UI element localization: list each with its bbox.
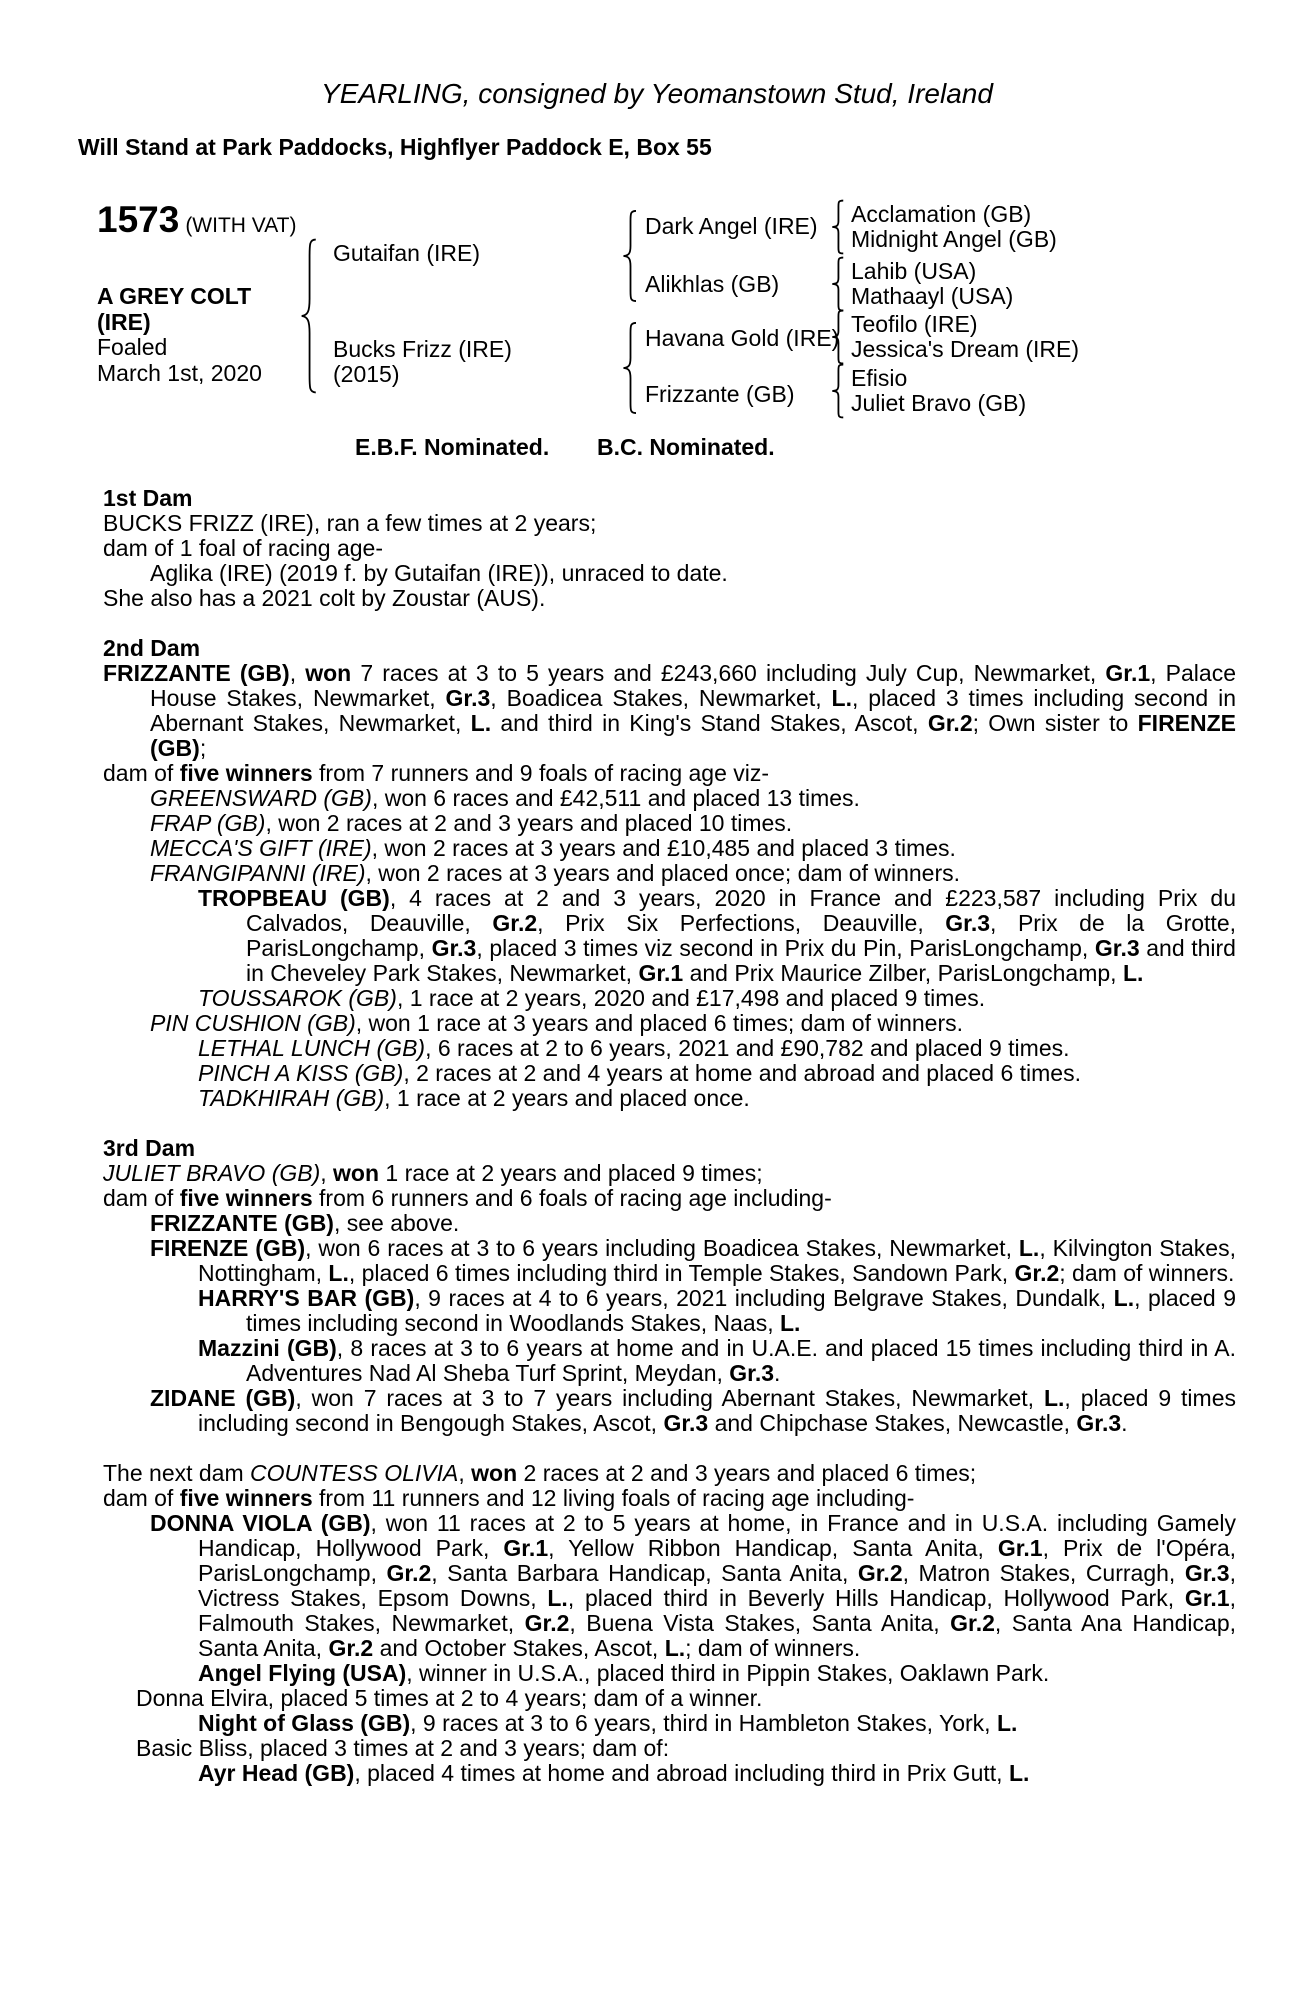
dam-name (333, 337, 512, 387)
pedigree-paragraph: FRANGIPANNI (IRE), won 2 races at 3 years and placed once; dam of winners. (150, 860, 961, 886)
lot-block (97, 200, 297, 240)
pedigree-text (103, 486, 1236, 1786)
pedigree-paragraph: Night of Glass (GB), 9 races at 3 to 6 years, third in Hambleton Stakes, York, L. (198, 1710, 1018, 1736)
great-grandparent-name: Mathaayl (USA) (851, 283, 1014, 309)
page-title: YEARLING, consigned by Yeomanstown Stud, Ireland (321, 78, 993, 109)
great-grandparent-name: Teofilo (IRE) (851, 311, 978, 337)
pedigree-paragraph: She also has a 2021 colt by Zoustar (AUS). (103, 585, 546, 611)
pedigree-paragraph: Donna Elvira, placed 5 times at 2 to 4 years; dam of a winner. (136, 1685, 763, 1711)
section-heading: 3rd Dam (103, 1135, 196, 1161)
great-grandparent-pair (851, 312, 1079, 362)
pedigree-paragraph: JULIET BRAVO (GB), won 1 race at 2 years and placed 9 times; (103, 1160, 763, 1186)
pedigree-paragraph: ZIDANE (GB), won 7 races at 3 to 7 years including Abernant Stakes, Newmarket, L., placed 9 times including second in Bengough Stakes, Ascot, Gr.3 and Chipchase Stakes, Newcastle, Gr.3. (150, 1385, 1236, 1436)
foaled-label: Foaled (97, 334, 168, 360)
lot-number: 1573 (97, 199, 180, 240)
brace-icon (831, 257, 845, 311)
subject-name-line2: (IRE) (97, 308, 151, 335)
pedigree-section (103, 486, 1236, 611)
brace-icon (831, 364, 845, 418)
grandparent-name: Havana Gold (IRE) (645, 325, 840, 351)
pedigree-paragraph: The next dam COUNTESS OLIVIA, won 2 races at 2 and 3 years and placed 6 times; (103, 1460, 977, 1486)
brace-icon (622, 322, 638, 414)
stand-location: Will Stand at Park Paddocks, Highflyer Paddock E, Box 55 (78, 134, 712, 160)
pedigree-paragraph: Angel Flying (USA), winner in U.S.A., placed third in Pippin Stakes, Oaklawn Park. (198, 1660, 1050, 1686)
bc-nominated: B.C. Nominated. (597, 434, 775, 460)
pedigree-paragraph: TADKHIRAH (GB), 1 race at 2 years and placed once. (198, 1085, 750, 1111)
pedigree-paragraph: TROPBEAU (GB), 4 races at 2 and 3 years, 2020 in France and £223,587 including Prix du Calvados, Deauville, Gr.2, Prix Six Perfections, Deauville, Gr.3, Prix de la Grotte, ParisLongchamp, Gr.3, placed 3 times viz second in Prix du Pin, ParisLongchamp, Gr.3 and third in Cheveley Park Stakes, Newmarket, Gr.1 and Prix Maurice Zilber, ParisLongchamp, L. (198, 885, 1236, 986)
pedigree-paragraph: PINCH A KISS (GB), 2 races at 2 and 4 years at home and abroad and placed 6 times. (198, 1060, 1081, 1086)
subject-name-line1: A GREY COLT (97, 283, 252, 309)
pedigree-paragraph: DONNA VIOLA (GB), won 11 races at 2 to 5 years at home, in France and in U.S.A. including Gamely Handicap, Hollywood Park, Gr.1, Yellow Ribbon Handicap, Santa Anita, Gr.1, Prix de l'Opéra, ParisLongchamp, Gr.2, Santa Barbara Handicap, Santa Anita, Gr.2, Matron Stakes, Curragh, Gr.3, Victress Stakes, Epsom Downs, L., placed third in Beverly Hills Handicap, Hollywood Park, Gr.1, Falmouth Stakes, Newmarket, Gr.2, Buena Vista Stakes, Santa Anita, Gr.2, Santa Ana Handicap, Santa Anita, Gr.2 and October Stakes, Ascot, L.; dam of winners. (150, 1510, 1237, 1661)
pedigree-paragraph: BUCKS FRIZZ (IRE), ran a few times at 2 years; (103, 510, 597, 536)
ebf-nominated: E.B.F. Nominated. (355, 434, 550, 460)
pedigree-paragraph: TOUSSAROK (GB), 1 race at 2 years, 2020 and £17,498 and placed 9 times. (198, 985, 986, 1011)
pedigree-table (0, 0, 1314, 430)
pedigree-paragraph: Mazzini (GB), 8 races at 3 to 6 years at home and in U.A.E. and placed 15 times including third in A. Adventures Nad Al Sheba Turf Sprint, Meydan, Gr.3. (198, 1335, 1236, 1386)
pedigree-section (103, 1136, 1236, 1436)
great-grandparent-pair (851, 202, 1057, 252)
pedigree-paragraph: GREENSWARD (GB), won 6 races and £42,511 and placed 13 times. (150, 785, 860, 811)
great-grandparent-name: Jessica's Dream (IRE) (851, 336, 1080, 362)
brace-icon (300, 238, 318, 394)
grandparent-name: Dark Angel (IRE) (645, 213, 818, 239)
foaled-date: March 1st, 2020 (97, 359, 262, 386)
dam-year: (2015) (333, 361, 400, 387)
pedigree-paragraph: LETHAL LUNCH (GB), 6 races at 2 to 6 years, 2021 and £90,782 and placed 9 times. (198, 1035, 1070, 1061)
pedigree-paragraph: MECCA'S GIFT (IRE), won 2 races at 3 years and £10,485 and placed 3 times. (150, 835, 956, 861)
section-heading: 2nd Dam (103, 635, 201, 661)
great-grandparent-name: Midnight Angel (GB) (851, 226, 1057, 252)
pedigree-paragraph: FIRENZE (GB), won 6 races at 3 to 6 years including Boadicea Stakes, Newmarket, L., Kilvington Stakes, Nottingham, L., placed 6 times including third in Temple Stakes, Sandown Park, Gr.2; dam of winners. (150, 1235, 1236, 1286)
subject-block (97, 284, 262, 386)
pedigree-paragraph: Basic Bliss, placed 3 times at 2 and 3 years; dam of: (136, 1735, 670, 1761)
great-grandparent-name: Juliet Bravo (GB) (851, 390, 1027, 416)
pedigree-paragraph: HARRY'S BAR (GB), 9 races at 4 to 6 years, 2021 including Belgrave Stakes, Dundalk, L., placed 9 times including second in Woodlands Stakes, Naas, L. (198, 1285, 1236, 1336)
pedigree-paragraph: dam of five winners from 11 runners and 12 living foals of racing age including- (103, 1485, 915, 1511)
section-heading: 1st Dam (103, 485, 193, 511)
sire-name: Gutaifan (IRE) (333, 240, 480, 266)
pedigree-paragraph: FRIZZANTE (GB), won 7 races at 3 to 5 years and £243,660 including July Cup, Newmarket, Gr.1, Palace House Stakes, Newmarket, Gr.3, Boadicea Stakes, Newmarket, L., placed 3 times including second in Abernant Stakes, Newmarket, L. and third in King's Stand Stakes, Ascot, Gr.2; Own sister to FIRENZE (GB); (103, 660, 1237, 761)
dam-name-line: Bucks Frizz (IRE) (333, 336, 512, 362)
pedigree-paragraph: FRAP (GB), won 2 races at 2 and 3 years and placed 10 times. (150, 810, 793, 836)
pedigree-section (103, 1461, 1236, 1786)
great-grandparent-pair (851, 259, 1013, 309)
pedigree-paragraph: dam of five winners from 6 runners and 6 foals of racing age including- (103, 1185, 832, 1211)
great-grandparent-name: Lahib (USA) (851, 258, 977, 284)
vat-note: (WITH VAT) (185, 214, 297, 237)
pedigree-paragraph: dam of 1 foal of racing age- (103, 535, 383, 561)
grandparent-name: Frizzante (GB) (645, 381, 795, 407)
pedigree-paragraph: FRIZZANTE (GB), see above. (150, 1210, 460, 1236)
great-grandparent-name: Efisio (851, 365, 908, 391)
pedigree-section (103, 636, 1236, 1111)
pedigree-paragraph: PIN CUSHION (GB), won 1 race at 3 years and placed 6 times; dam of winners. (150, 1010, 963, 1036)
pedigree-paragraph: Ayr Head (GB), placed 4 times at home and abroad including third in Prix Gutt, L. (198, 1760, 1030, 1786)
brace-icon (622, 210, 638, 302)
great-grandparent-name: Acclamation (GB) (851, 201, 1032, 227)
brace-icon (831, 200, 845, 254)
great-grandparent-pair (851, 366, 1026, 416)
pedigree-paragraph: dam of five winners from 7 runners and 9 foals of racing age viz- (103, 760, 770, 786)
grandparent-name: Alikhlas (GB) (645, 271, 780, 297)
pedigree-paragraph: Aglika (IRE) (2019 f. by Gutaifan (IRE)), unraced to date. (150, 560, 728, 586)
